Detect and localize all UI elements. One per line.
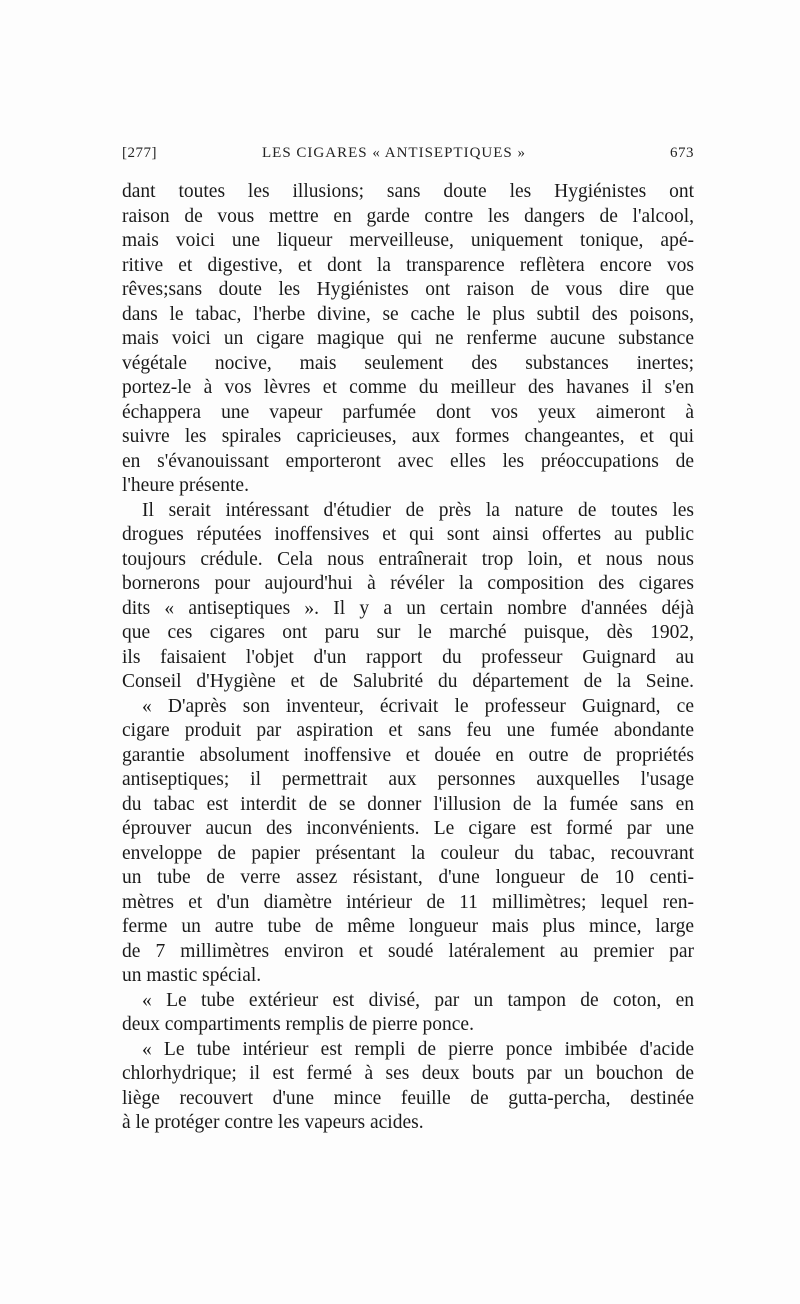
text-line: à le protéger contre les vapeurs acides. (122, 1112, 424, 1133)
text-line: bornerons pour aujourd'hui à révéler la composition des cigares (122, 573, 694, 594)
text-line: raison de vous mettre en garde contre les dangers de l'alcool, (122, 205, 694, 227)
running-header (122, 145, 694, 167)
text-line: drogues réputées inoffensives et qui sont ainsi offertes au public (122, 524, 694, 545)
text-line: antiseptiques; il permettrait aux personnes auxquelles l'usage (122, 769, 694, 790)
text-line: mètres et d'un diamètre intérieur de 11 millimètres; lequel ren- (122, 891, 694, 913)
text-line: deux compartiments remplis de pierre ponce. (122, 1014, 474, 1035)
text-line: Conseil d'Hygiène et de Salubrité du département de la Seine. (122, 671, 694, 692)
text-line: enveloppe de papier présentant la couleur du tabac, recouvrant (122, 842, 694, 864)
text-line: éprouver aucun des inconvénients. Le cigare est formé par une (122, 818, 694, 839)
text-line: suivre les spirales capricieuses, aux formes changeantes, et qui (122, 426, 694, 447)
text-line: dits « antiseptiques ». Il y a un certain nombre d'années déjà (122, 597, 694, 619)
body-text (122, 180, 694, 1136)
text-line: en s'évanouissant emporteront avec elles les préoccupations de (122, 450, 694, 472)
text-line: ferme un autre tube de même longueur mais plus mince, large (122, 916, 694, 937)
running-title: LES CIGARES « ANTISEPTIQUES » (262, 145, 527, 161)
page-reference: [277] (122, 145, 157, 161)
text-line: un tube de verre assez résistant, d'une longueur de 10 centi- (122, 867, 694, 888)
text-line: mais voici une liqueur merveilleuse, uniquement tonique, apé- (122, 230, 694, 251)
text-line: « Le tube intérieur est rempli de pierre ponce imbibée d'acide (142, 1038, 694, 1060)
text-line: ils faisaient l'objet d'un rapport du professeur Guignard au (122, 646, 694, 668)
text-line: que ces cigares ont paru sur le marché puisque, dès 1902, (122, 622, 694, 643)
text-line: dans le tabac, l'herbe divine, se cache le plus subtil des poisons, (122, 303, 694, 325)
text-line: toujours crédule. Cela nous entraînerait trop loin, et nous nous (122, 548, 694, 570)
text-line: ritive et digestive, et dont la transparence reflètera encore vos (122, 254, 694, 276)
text-line: rêves;sans doute les Hygiénistes ont raison de vous dire que (122, 279, 694, 300)
text-line: cigare produit par aspiration et sans feu une fumée abondante (122, 720, 694, 741)
text-line: du tabac est interdit de se donner l'illusion de la fumée sans en (122, 793, 694, 815)
text-line: Il serait intéressant d'étudier de près la nature de toutes les (142, 499, 694, 521)
text-line: végétale nocive, mais seulement des substances inertes; (122, 352, 694, 374)
text-line: dant toutes les illusions; sans doute les Hygiénistes ont (122, 181, 694, 202)
text-line: l'heure présente. (122, 475, 249, 496)
text-line: échappera une vapeur parfumée dont vos yeux aimeront à (122, 401, 694, 423)
text-line: « Le tube extérieur est divisé, par un tampon de coton, en (142, 989, 694, 1011)
text-line: chlorhydrique; il est fermé à ses deux bouts par un bouchon de (122, 1063, 694, 1084)
page-number: 673 (670, 145, 694, 161)
text-line: « D'après son inventeur, écrivait le professeur Guignard, ce (142, 695, 694, 717)
text-line: portez-le à vos lèvres et comme du meilleur des havanes il s'en (122, 377, 694, 398)
text-line: liège recouvert d'une mince feuille de gutta-percha, destinée (122, 1087, 694, 1109)
text-line: garantie absolument inoffensive et douée en outre de propriétés (122, 744, 694, 766)
text-line: de 7 millimètres environ et soudé latéralement au premier par (122, 940, 694, 962)
text-line: un mastic spécial. (122, 965, 262, 986)
text-line: mais voici un cigare magique qui ne renferme aucune substance (122, 328, 694, 349)
